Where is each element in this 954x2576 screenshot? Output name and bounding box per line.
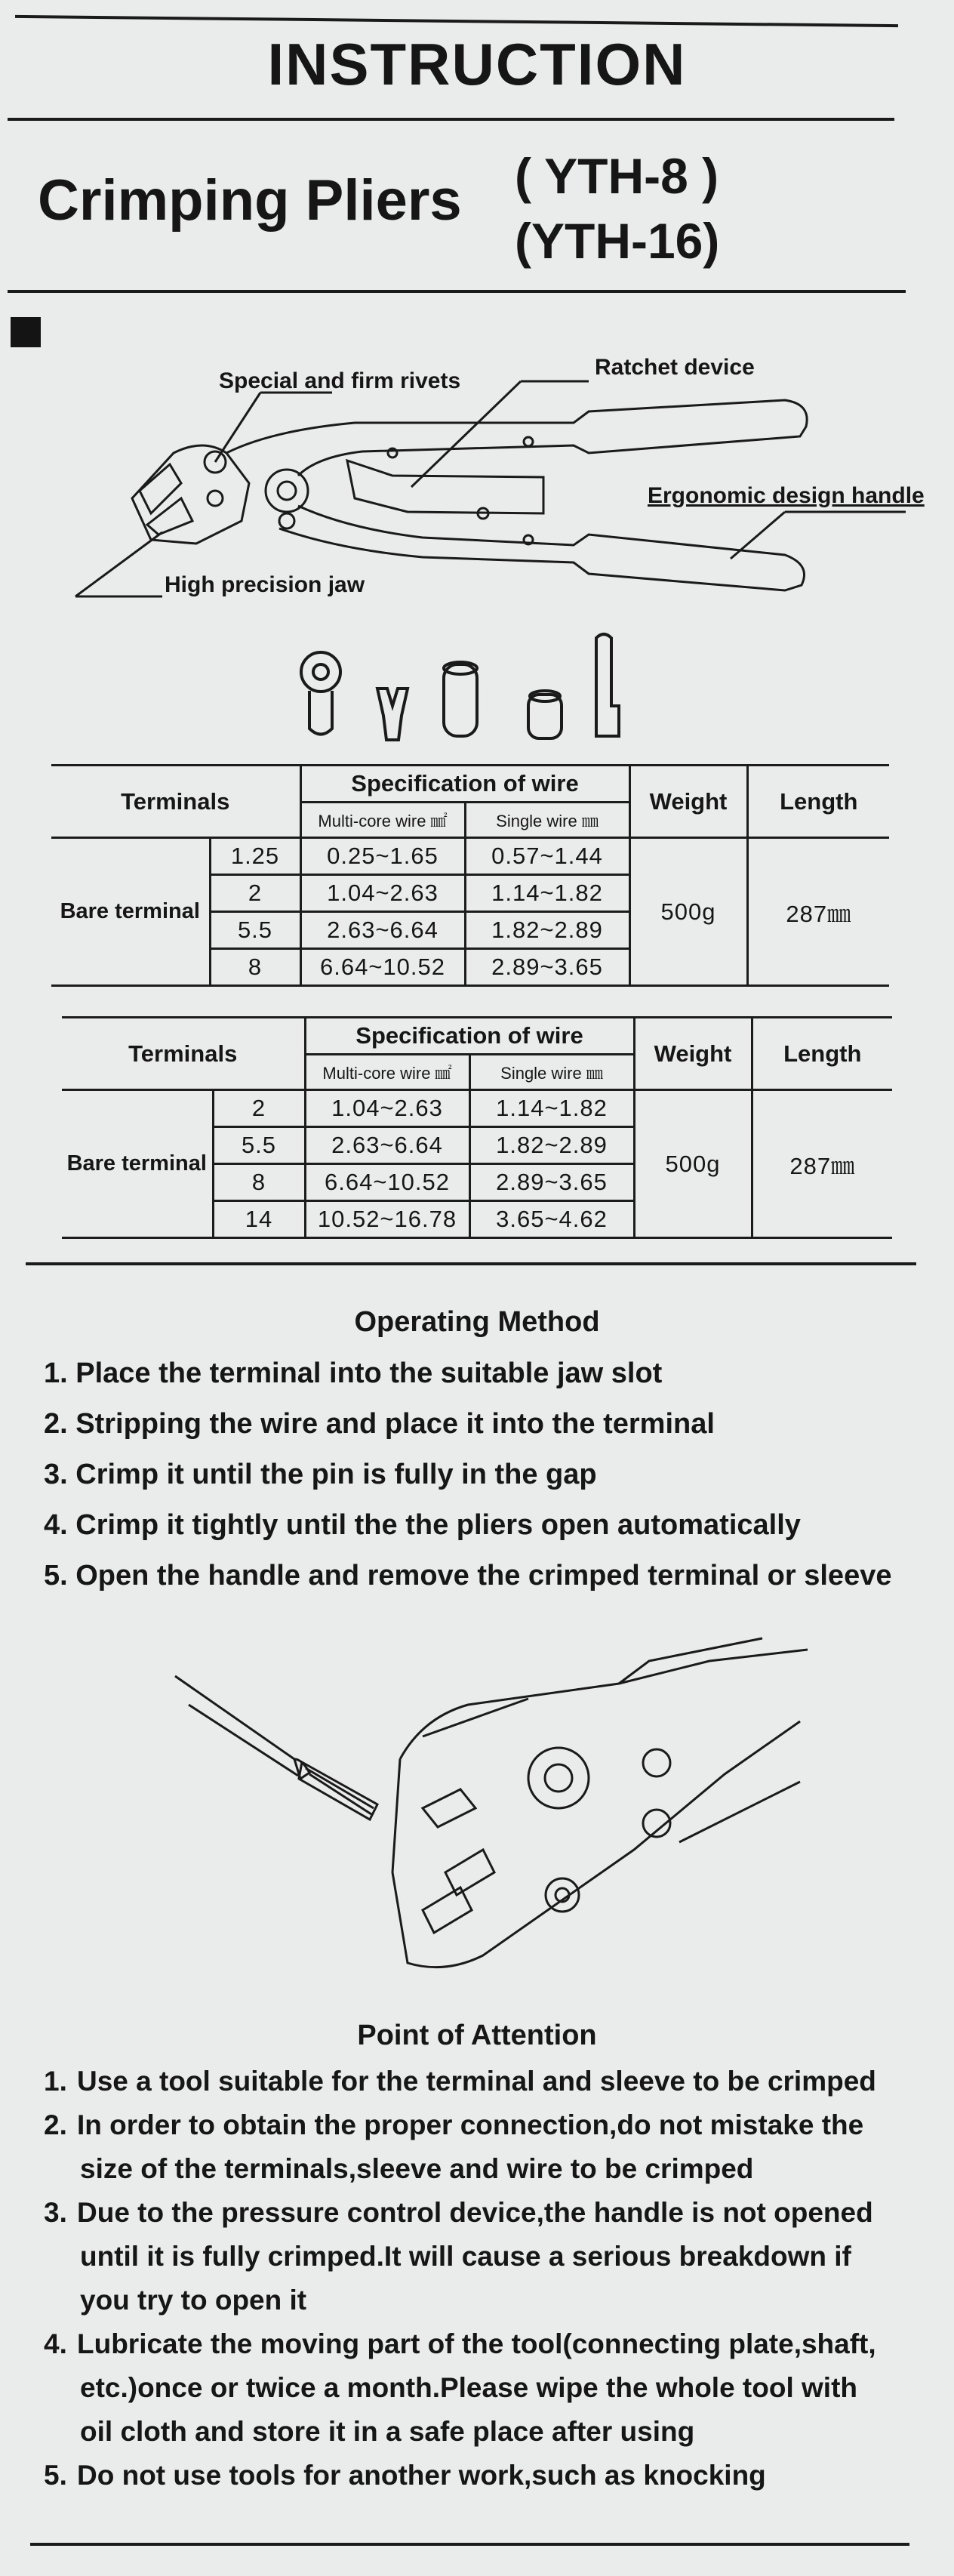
- attention-list: [44, 2060, 876, 2497]
- table-cell-size: 8: [210, 949, 300, 986]
- list-item: [44, 2191, 876, 2322]
- item-text: until it is fully crimped.It will cause a serious breakdown if: [80, 2241, 851, 2272]
- length-header: Length: [752, 1018, 892, 1090]
- spec-table-yth-16: [62, 1016, 892, 1239]
- model-yth-8: ( YTH-8 ): [515, 148, 719, 204]
- terminals-header: Terminals: [62, 1018, 305, 1090]
- item-text: size of the terminals,sleeve and wire to be crimped: [80, 2153, 754, 2184]
- weight-header: Weight: [634, 1018, 752, 1090]
- table-cell-size: 1.25: [210, 838, 300, 875]
- item-text: etc.)once or twice a month.Please wipe the whole tool with: [80, 2372, 858, 2403]
- label-jaw: High precision jaw: [165, 572, 365, 597]
- item-number: 3.: [44, 2197, 67, 2228]
- single-wire-header: Single wire ㎜: [465, 803, 629, 838]
- item-text: oil cloth and store it in a safe place after using: [80, 2416, 695, 2447]
- label-ratchet: Ratchet device: [595, 355, 755, 380]
- crimping-operation-drawing: [175, 1638, 808, 1967]
- spec-header: Specification of wire: [305, 1018, 634, 1055]
- bare-terminal-label: Bare terminal: [51, 838, 210, 986]
- table-cell-multi: 6.64~10.52: [305, 1164, 469, 1201]
- item-text: Lubricate the moving part of the tool(connecting plate,shaft,: [77, 2328, 876, 2359]
- table-cell-multi: 0.25~1.65: [300, 838, 465, 875]
- multi-core-header: Multi-core wire ㎟: [300, 803, 465, 838]
- table-cell-single: 1.14~1.82: [465, 875, 629, 912]
- weight-value: 500g: [629, 838, 747, 986]
- table-cell-size: 14: [213, 1201, 305, 1238]
- length-value: 287㎜: [752, 1090, 892, 1238]
- pliers-diagram: [75, 381, 906, 596]
- list-item: 5. Open the handle and remove the crimped terminal or sleeve: [44, 1560, 892, 1592]
- single-wire-header: Single wire ㎜: [469, 1055, 634, 1090]
- table-cell-size: 5.5: [213, 1127, 305, 1164]
- list-item: 4. Crimp it tightly until the the pliers open automatically: [44, 1509, 801, 1541]
- table-cell-single: 0.57~1.44: [465, 838, 629, 875]
- terminal-icons: [301, 634, 619, 740]
- list-item: [44, 2322, 876, 2454]
- weight-value: 500g: [634, 1090, 752, 1238]
- item-text: Due to the pressure control device,the handle is not opened: [77, 2197, 873, 2228]
- bare-terminal-label: Bare terminal: [62, 1090, 213, 1238]
- table-cell-size: 2: [213, 1090, 305, 1127]
- operating-method-title: Operating Method: [354, 1306, 600, 1338]
- item-text: Use a tool suitable for the terminal and sleeve to be crimped: [77, 2066, 876, 2097]
- product-name: Crimping Pliers: [38, 168, 462, 233]
- table-cell-single: 2.89~3.65: [465, 949, 629, 986]
- spec-header: Specification of wire: [300, 766, 629, 803]
- spec-table-yth-8: [51, 764, 889, 987]
- table-cell-single: 2.89~3.65: [469, 1164, 634, 1201]
- weight-header: Weight: [629, 766, 747, 838]
- page-title: INSTRUCTION: [267, 31, 687, 97]
- table-cell-size: 5.5: [210, 912, 300, 949]
- list-item: [44, 2103, 876, 2191]
- table-cell-multi: 1.04~2.63: [305, 1090, 469, 1127]
- table-cell-size: 8: [213, 1164, 305, 1201]
- list-item: [44, 2060, 876, 2103]
- label-handle: Ergonomic design handle: [648, 483, 925, 508]
- table-cell-multi: 6.64~10.52: [300, 949, 465, 986]
- bottom-rule: [30, 2543, 909, 2546]
- length-value: 287㎜: [747, 838, 889, 986]
- table-cell-size: 2: [210, 875, 300, 912]
- list-item: [44, 2454, 876, 2497]
- model-yth-16: (YTH-16): [515, 213, 720, 269]
- list-item: 1. Place the terminal into the suitable jaw slot: [44, 1357, 663, 1389]
- table-cell-multi: 1.04~2.63: [300, 875, 465, 912]
- item-number: 2.: [44, 2109, 67, 2140]
- table-cell-multi: 10.52~16.78: [305, 1201, 469, 1238]
- label-rivets: Special and firm rivets: [219, 368, 461, 393]
- item-text: Do not use tools for another work,such as knocking: [77, 2460, 766, 2491]
- middle-rule: [26, 1262, 916, 1265]
- table-cell-single: 1.82~2.89: [465, 912, 629, 949]
- operating-steps: [44, 1348, 891, 1601]
- length-header: Length: [747, 766, 889, 838]
- table-cell-multi: 2.63~6.64: [300, 912, 465, 949]
- item-text: In order to obtain the proper connection,do not mistake the: [77, 2109, 864, 2140]
- terminals-header: Terminals: [51, 766, 300, 838]
- table-cell-multi: 2.63~6.64: [305, 1127, 469, 1164]
- list-item: 3. Crimp it until the pin is fully in the gap: [44, 1459, 597, 1490]
- attention-title: Point of Attention: [357, 2020, 597, 2051]
- list-item: 2. Stripping the wire and place it into the terminal: [44, 1408, 715, 1440]
- multi-core-header: Multi-core wire ㎟: [305, 1055, 469, 1090]
- table-cell-single: 1.14~1.82: [469, 1090, 634, 1127]
- table-cell-single: 1.82~2.89: [469, 1127, 634, 1164]
- item-text: you try to open it: [80, 2285, 307, 2316]
- table-cell-single: 3.65~4.62: [469, 1201, 634, 1238]
- item-number: 1.: [44, 2066, 67, 2097]
- item-number: 5.: [44, 2460, 67, 2491]
- item-number: 4.: [44, 2328, 67, 2359]
